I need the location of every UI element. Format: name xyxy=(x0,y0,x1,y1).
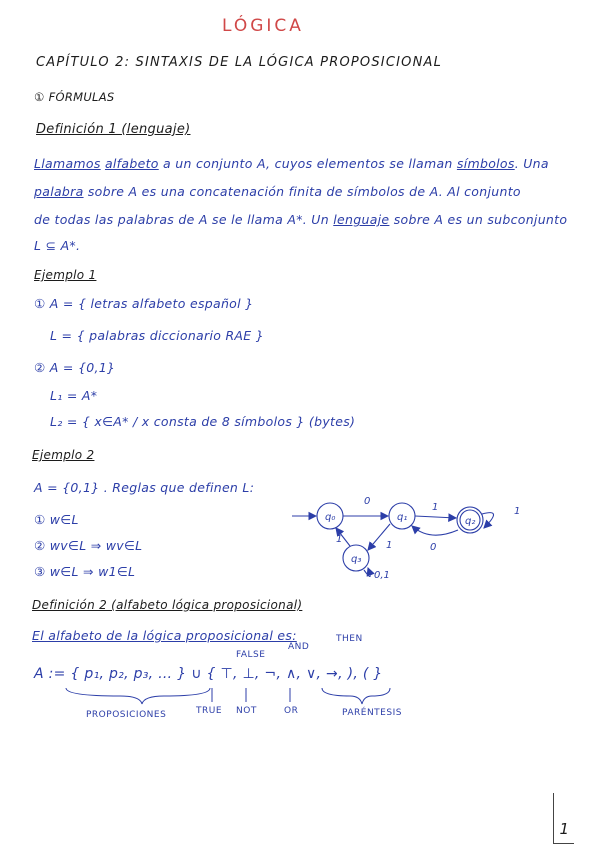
annot-false: FALSE xyxy=(236,650,266,660)
ex2-rule-3: ③ w∈L ⇒ w1∈L xyxy=(34,564,136,579)
annot-true: TRUE xyxy=(196,706,223,716)
ex2-line-1: A = {0,1} . Reglas que definen L: xyxy=(34,480,255,495)
edge-label-q1-q2: 1 xyxy=(432,502,439,513)
edge-q1-q2 xyxy=(415,516,456,518)
brace-parentheses xyxy=(322,688,390,704)
ex1-line-3: ② A = {0,1} xyxy=(34,360,116,375)
def1-term-alfabeto-prefix: Llamamos xyxy=(34,156,101,171)
def1-term-lenguaje: lenguaje xyxy=(333,212,390,227)
ex1-line-4: L₁ = A* xyxy=(50,388,98,403)
def1-line3-text: de todas las palabras de A se le llama A*. Un xyxy=(34,212,329,227)
formula-underbraces xyxy=(60,684,420,708)
ex2-rule-2: ② wv∈L ⇒ wv∈L xyxy=(34,538,143,553)
ex1-line-2: L = { palabras diccionario RAE } xyxy=(50,328,265,343)
edge-label-q3-q0: 1 xyxy=(336,534,343,545)
ex1-line-1: ① A = { letras alfabeto español } xyxy=(34,296,254,311)
def1-line1-text: a un conjunto A, cuyos elementos se llaman xyxy=(163,156,453,171)
annot-and: AND xyxy=(288,642,310,652)
def1-term-simbolos: símbolos xyxy=(456,156,515,171)
loop-q2 xyxy=(482,513,494,528)
def2-alphabet-formula: A := { p₁, p₂, p₃, … } ∪ { ⊤, ⊥, ¬, ∧, ∨, →, ), ( } xyxy=(34,666,383,682)
state-q0-label: q₀ xyxy=(325,512,336,523)
definition-2-heading: Definición 2 (alfabeto lógica proposicional) xyxy=(32,598,303,612)
state-q3-label: q₃ xyxy=(351,554,362,565)
edge-label-q2-q1: 0 xyxy=(430,542,437,553)
def1-line-2 xyxy=(34,184,521,199)
def1-line-1 xyxy=(34,156,549,171)
page-number: 1 xyxy=(559,820,569,838)
annot-not: NOT xyxy=(236,706,257,716)
brace-propositions xyxy=(66,688,210,704)
edge-q2-q1 xyxy=(412,526,458,535)
annot-parentheses: PARÉNTESIS xyxy=(342,708,402,718)
def1-line-3 xyxy=(34,212,567,227)
automaton-diagram xyxy=(290,490,540,590)
example-1-heading: Ejemplo 1 xyxy=(34,268,97,282)
def1-line3-end: sobre A es un subconjunto xyxy=(393,212,568,227)
def1-line1-end: . Una xyxy=(514,156,549,171)
def2-intro: El alfabeto de la lógica proposicional es: xyxy=(32,628,297,643)
chapter-heading: CAPÍTULO 2: SINTAXIS DE LA LÓGICA PROPOSICIONAL xyxy=(36,55,443,70)
annot-propositions: PROPOSICIONES xyxy=(86,710,167,720)
loop-label-q3: 0,1 xyxy=(374,570,390,581)
def1-term-palabra: palabra xyxy=(34,184,84,199)
ex2-rule-1: ① w∈L xyxy=(34,512,79,527)
def1-term-alfabeto: alfabeto xyxy=(104,156,159,171)
annot-then: THEN xyxy=(336,634,363,644)
state-q1-label: q₁ xyxy=(397,512,408,523)
loop-q3 xyxy=(364,568,370,577)
definition-1-heading: Definición 1 (lenguaje) xyxy=(36,122,191,137)
page-title: LÓGICA xyxy=(222,16,304,36)
example-2-heading: Ejemplo 2 xyxy=(32,448,95,462)
edge-label-q0-q1: 0 xyxy=(364,496,371,507)
def1-line2-text: sobre A es una concatenación finita de símbolos de A. Al conjunto xyxy=(87,184,521,199)
def1-line-4: L ⊆ A*. xyxy=(34,238,81,253)
loop-label-q2: 1 xyxy=(514,506,521,517)
ex1-line-5: L₂ = { x∈A* / x consta de 8 símbolos } (bytes) xyxy=(50,414,356,429)
section-heading: ① FÓRMULAS xyxy=(34,90,115,104)
annot-or: OR xyxy=(284,706,299,716)
edge-label-q1-q3: 1 xyxy=(386,540,393,551)
state-q2-label: q₂ xyxy=(465,516,476,527)
